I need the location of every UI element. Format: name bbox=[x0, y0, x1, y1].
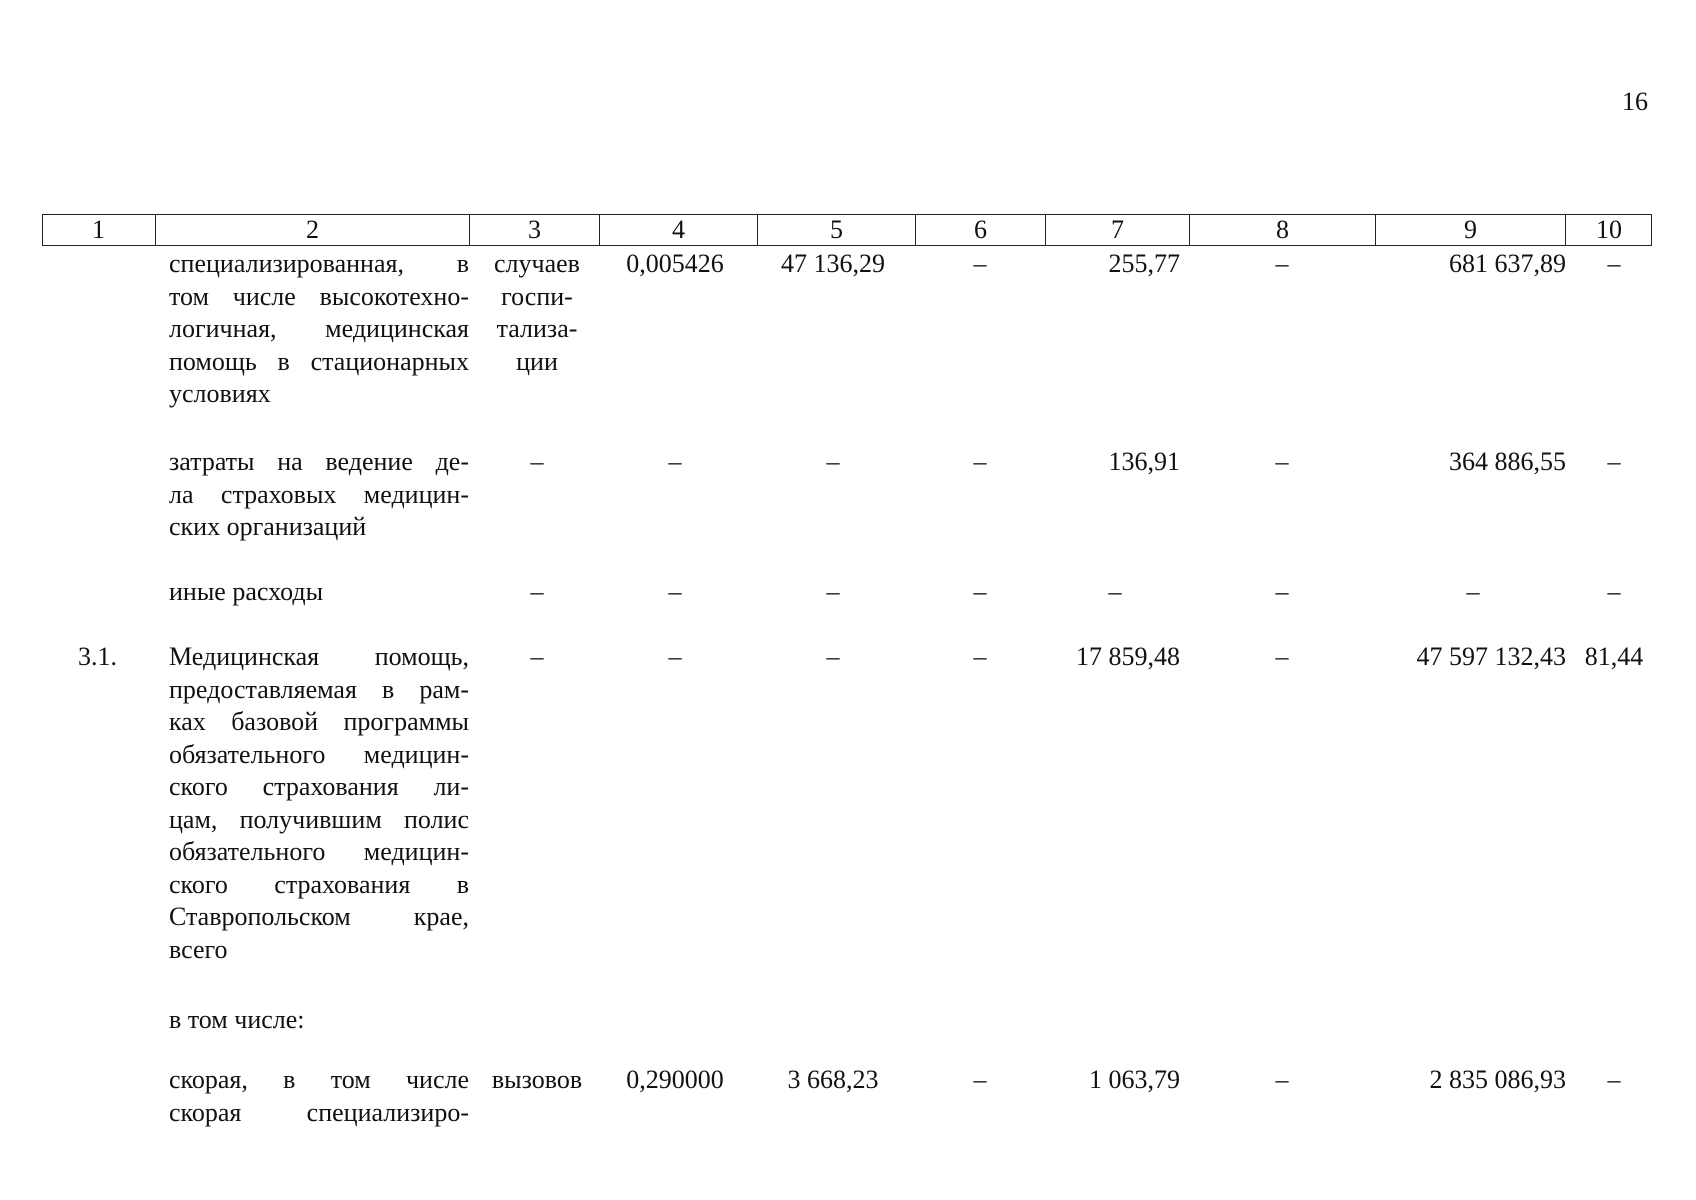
row-name bbox=[169, 576, 469, 609]
row-name-line: цам, получившим полис bbox=[169, 804, 469, 834]
row-name-line: ла страховых медицин- bbox=[169, 479, 469, 509]
row-col-9: – bbox=[1466, 577, 1480, 606]
row-col-9: 364 886,55 bbox=[1449, 447, 1566, 476]
row-unit-line: ции bbox=[516, 346, 558, 376]
header-col-7: 7 bbox=[1046, 214, 1190, 246]
row-col-6: – bbox=[973, 642, 987, 671]
row-name-line: скорая, в том числе bbox=[169, 1065, 469, 1094]
row-col-6: – bbox=[973, 1065, 987, 1094]
row-name-line: Медицинская помощь, bbox=[169, 642, 469, 671]
row-name-line: затраты на ведение де- bbox=[169, 447, 469, 476]
row-unit bbox=[482, 446, 592, 479]
row-unit bbox=[482, 1064, 592, 1097]
row-name bbox=[169, 1004, 469, 1037]
row-name-line: обязательного медицин- bbox=[169, 837, 469, 866]
row-col-7: 17 859,48 bbox=[1076, 642, 1180, 671]
header-col-3: 3 bbox=[470, 214, 600, 246]
row-unit-line: вызовов bbox=[491, 1065, 583, 1094]
row-unit-line: госпи- bbox=[501, 281, 573, 311]
row-col-9: 47 597 132,43 bbox=[1416, 642, 1566, 671]
row-col-7: 136,91 bbox=[1108, 447, 1180, 476]
row-unit-line: случаев bbox=[494, 249, 580, 278]
row-col-7: 255,77 bbox=[1108, 249, 1180, 278]
header-col-10: 10 bbox=[1596, 215, 1622, 244]
row-col-9: 2 835 086,93 bbox=[1429, 1065, 1566, 1094]
row-col-8: – bbox=[1275, 642, 1289, 671]
row-col-8: – bbox=[1275, 1065, 1289, 1094]
row-name-line: всего bbox=[169, 934, 228, 964]
row-col-5: – bbox=[826, 447, 840, 476]
table-header bbox=[42, 214, 1652, 246]
row-unit bbox=[482, 248, 592, 378]
row-unit-line: – bbox=[530, 577, 544, 606]
row-col-7: – bbox=[1108, 577, 1122, 606]
row-name-line: специализированная, в bbox=[169, 249, 469, 278]
row-name-line: условиях bbox=[169, 379, 271, 408]
header-col-2: 2 bbox=[156, 214, 470, 246]
row-col-8: – bbox=[1275, 577, 1289, 606]
row-name-line: том числе высокотехно- bbox=[169, 281, 469, 311]
row-name-line: предоставляемая в рам- bbox=[169, 674, 469, 704]
row-unit-line: – bbox=[530, 447, 544, 476]
row-col-6: – bbox=[973, 577, 987, 606]
row-col-5: – bbox=[826, 642, 840, 671]
row-name bbox=[169, 1064, 469, 1129]
row-name-line: логичная, медицинская bbox=[169, 314, 469, 343]
header-col-6: 6 bbox=[916, 214, 1046, 246]
header-col-4: 4 bbox=[600, 214, 758, 246]
row-name-line: Ставропольском крае, bbox=[169, 902, 469, 931]
row-unit-line: – bbox=[530, 642, 544, 671]
row-number: 3.1. bbox=[78, 642, 117, 671]
row-col-5: 3 668,23 bbox=[787, 1065, 879, 1094]
header-col-8: 8 bbox=[1190, 214, 1376, 246]
row-col-10: – bbox=[1607, 1065, 1621, 1094]
row-name-line: иные расходы bbox=[169, 577, 324, 606]
row-unit bbox=[482, 641, 592, 674]
row-col-4: – bbox=[668, 577, 682, 606]
row-name-line: обязательного медицин- bbox=[169, 739, 469, 769]
row-col-10: 81,44 bbox=[1584, 642, 1644, 671]
page-number: 16 bbox=[1622, 87, 1648, 116]
row-col-4: – bbox=[668, 642, 682, 671]
row-col-7: 1 063,79 bbox=[1089, 1065, 1180, 1094]
row-name-line: ского страхования ли- bbox=[169, 772, 469, 801]
row-unit bbox=[482, 576, 592, 609]
row-col-10: – bbox=[1607, 577, 1621, 606]
row-name-line: в том числе: bbox=[169, 1005, 305, 1034]
row-col-10: – bbox=[1607, 249, 1621, 278]
row-col-6: – bbox=[973, 249, 987, 278]
header-col-9: 9 bbox=[1376, 214, 1566, 246]
row-col-5: 47 136,29 bbox=[781, 249, 885, 278]
row-col-4: – bbox=[668, 447, 682, 476]
row-col-4: 0,290000 bbox=[626, 1065, 724, 1094]
row-name-line: помощь в стационарных bbox=[169, 346, 469, 376]
row-name bbox=[169, 248, 469, 411]
row-unit-line: тализа- bbox=[496, 314, 578, 343]
header-col-5: 5 bbox=[758, 214, 916, 246]
row-col-8: – bbox=[1275, 447, 1289, 476]
row-col-8: – bbox=[1275, 249, 1289, 278]
header-col-1: 1 bbox=[42, 214, 156, 246]
row-col-9: 681 637,89 bbox=[1449, 249, 1566, 278]
row-col-6: – bbox=[973, 447, 987, 476]
row-name bbox=[169, 641, 469, 966]
row-col-4: 0,005426 bbox=[626, 249, 724, 278]
row-name-line: скорая специализиро- bbox=[169, 1097, 469, 1127]
row-name-line: ках базовой программы bbox=[169, 707, 469, 736]
row-name bbox=[169, 446, 469, 544]
row-name-line: ского страхования в bbox=[169, 869, 469, 899]
row-col-5: – bbox=[826, 577, 840, 606]
row-name-line: ских организаций bbox=[169, 512, 367, 541]
row-col-10: – bbox=[1607, 447, 1621, 476]
